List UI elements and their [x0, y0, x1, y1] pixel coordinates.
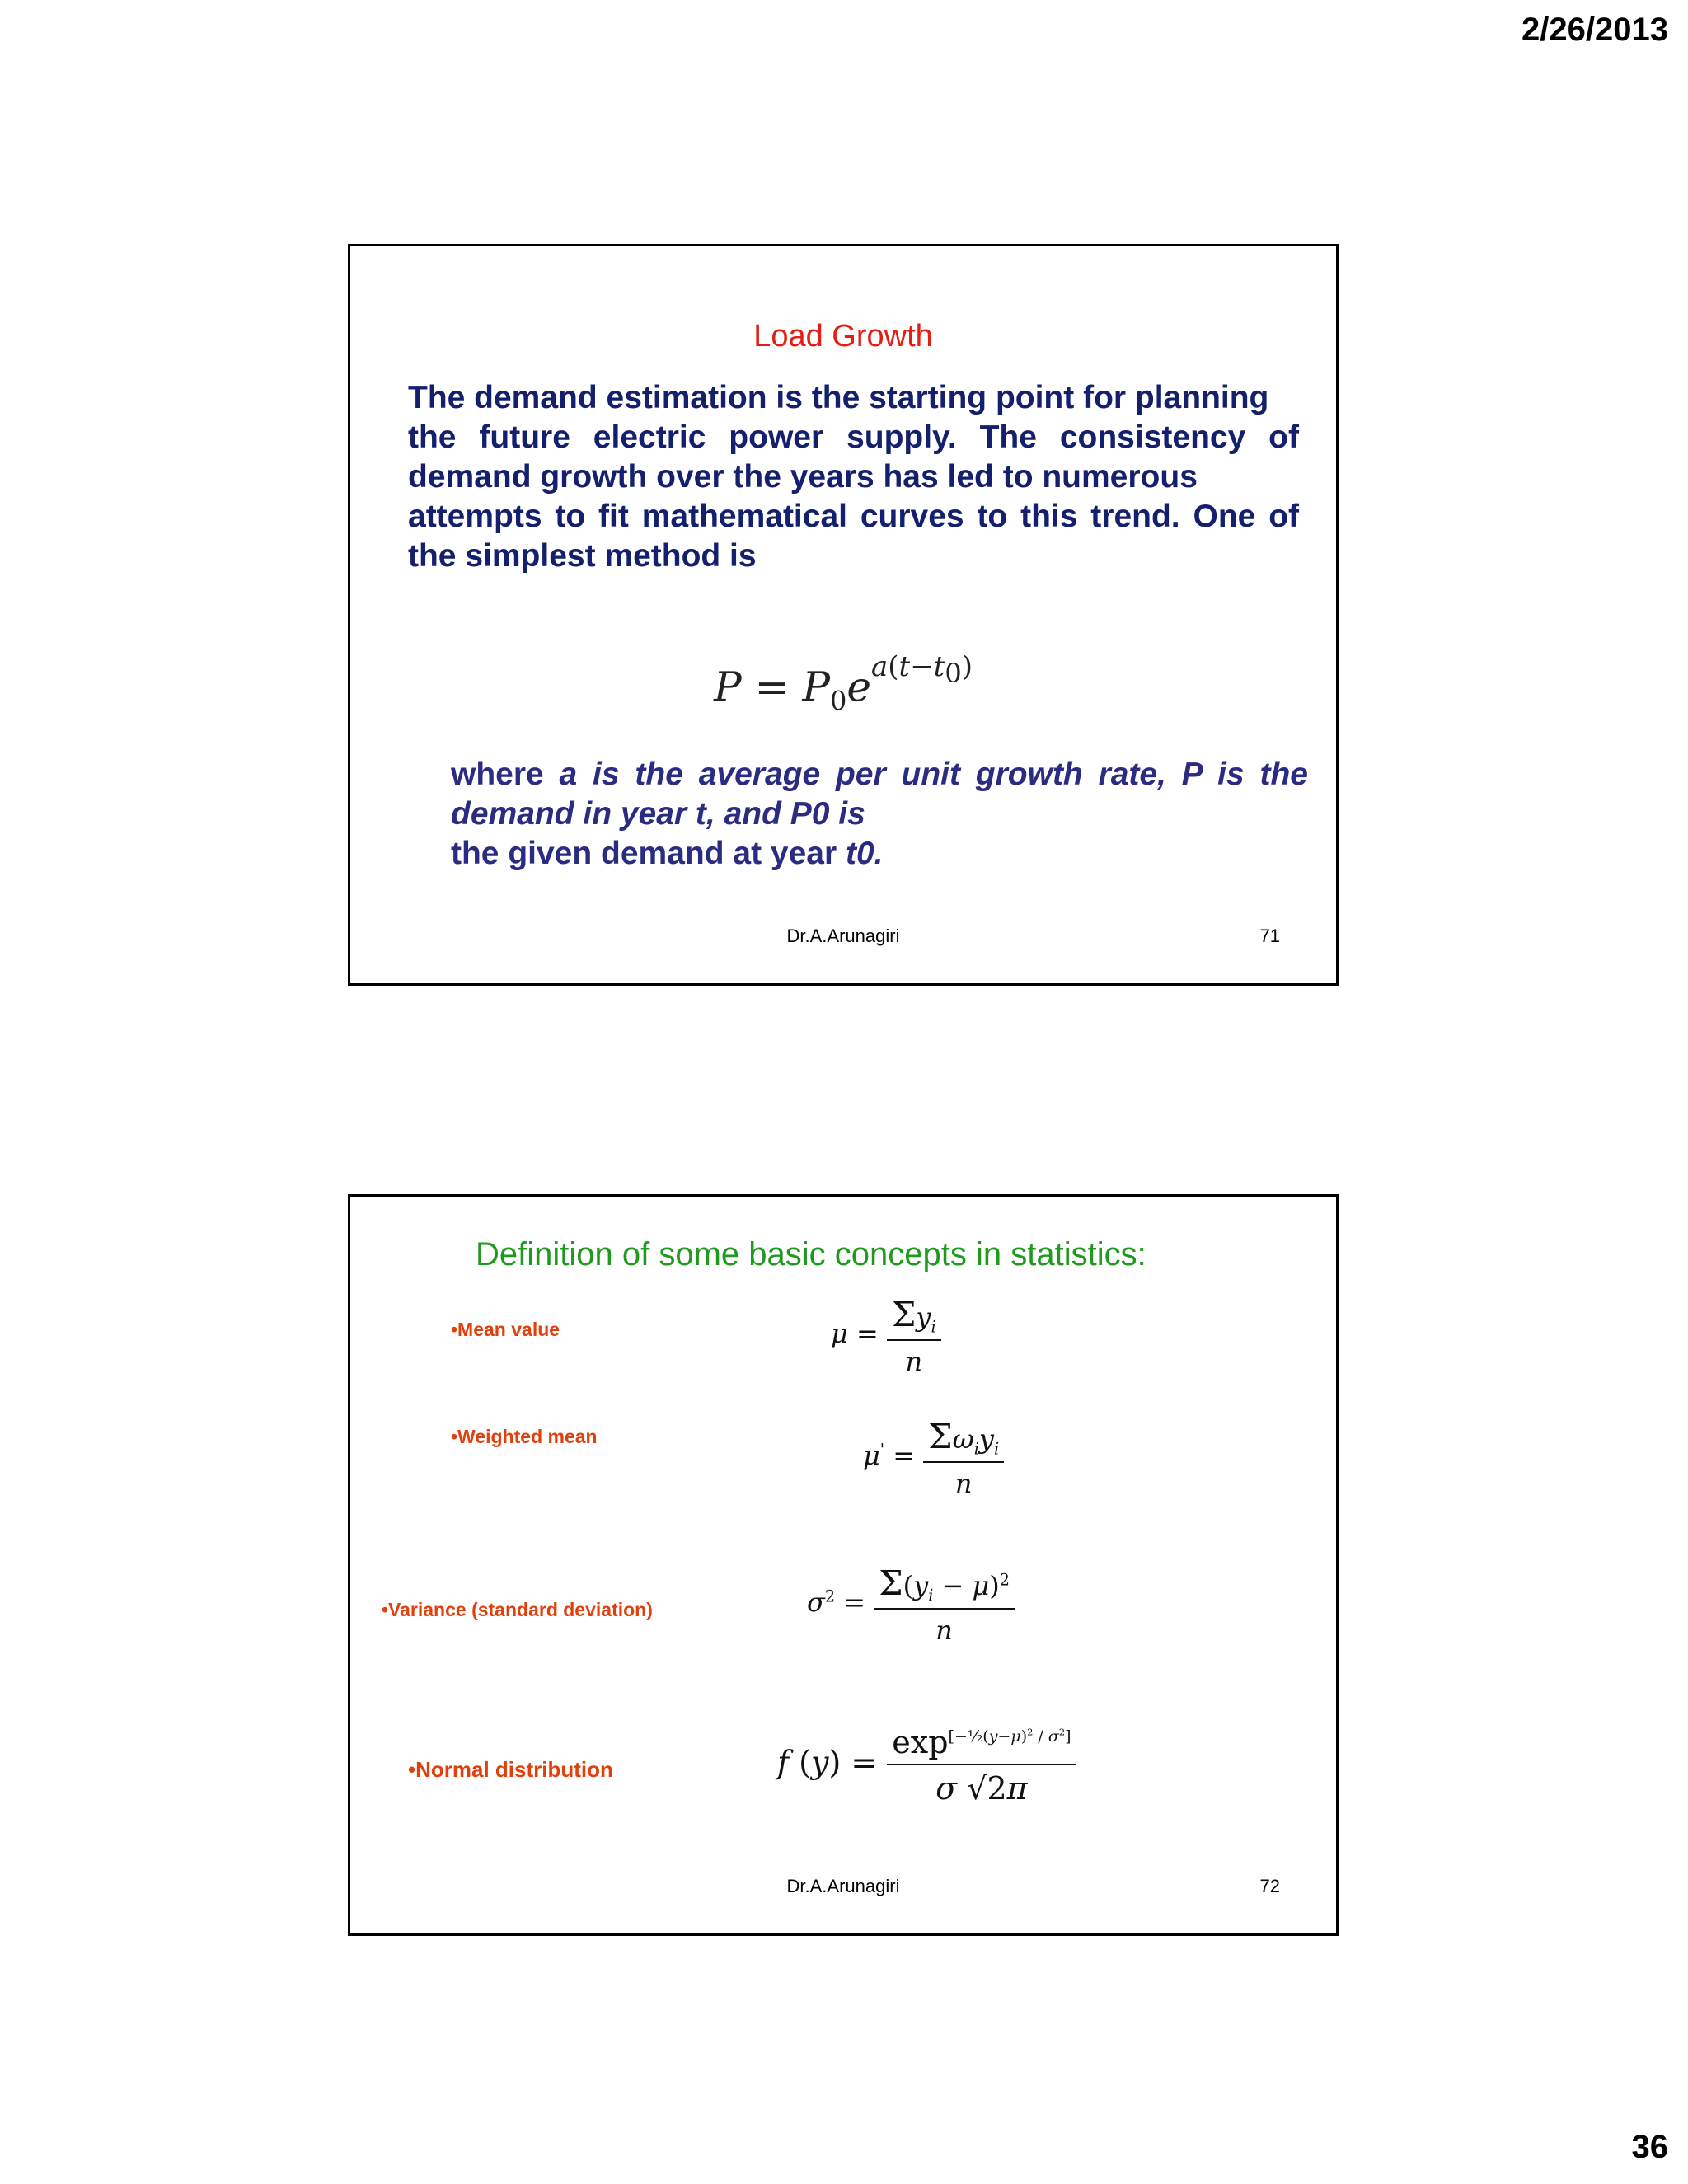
footer-author: Dr.A.Arunagiri: [786, 1876, 900, 1896]
footer-author: Dr.A.Arunagiri: [786, 926, 900, 946]
formula-variance: $\sigma^2$ = $\frac{\Sigma(y_i - \mu)^2}{n}$: [807, 1563, 1015, 1646]
where-line: [451, 794, 1308, 834]
slide-statistics: [348, 1194, 1339, 1936]
formula-weighted-mean: μ' = $\frac{\Sigma\omega_iy_i}{n}$: [863, 1416, 1004, 1499]
where-italic: demand in year t, and P0 is: [451, 796, 865, 832]
slide-title: Definition of some basic concepts in statistics:: [476, 1236, 1146, 1272]
slide-number: 72: [1259, 1876, 1280, 1896]
intro-paragraph: [408, 378, 1299, 576]
formula-mean: μ = $\frac{\Sigma y_i}{n}$: [831, 1294, 941, 1377]
where-text: the given demand at year: [451, 836, 846, 871]
where-line: [451, 755, 1308, 794]
growth-equation: $P = P_0e^{a(t-t_0)}$: [714, 650, 973, 717]
bullet-variance: •Variance (standard deviation): [382, 1599, 653, 1620]
where-italic: a is the average per unit growth rate, P is the: [559, 757, 1308, 792]
formula-normal-distribution: f (y) = $\frac{\exp^{[-\frac{1}{2}(y-\mu)^2 / \sigma^2]}}{\sigma √2\pi}$: [777, 1724, 1076, 1807]
slide-title: Load Growth: [753, 319, 933, 354]
intro-line: The demand estimation is the starting point for planning: [408, 380, 1269, 415]
bullet-mean-value: •Mean value: [451, 1319, 560, 1340]
page-number: 36: [1631, 2129, 1668, 2165]
where-text: where: [451, 757, 560, 792]
bullet-weighted-mean: •Weighted mean: [451, 1426, 598, 1447]
where-italic: t0.: [846, 836, 884, 871]
intro-line: the future electric power supply. The consistency of: [408, 419, 1299, 455]
where-line: [451, 834, 1308, 874]
slide-load-growth: [348, 244, 1339, 986]
where-paragraph: [451, 755, 1308, 874]
intro-line: the simplest method is: [408, 538, 757, 574]
intro-line: attempts to fit mathematical curves to this trend. One of: [408, 499, 1299, 534]
page-date: 2/26/2013: [1522, 12, 1668, 48]
slide-number: 71: [1259, 926, 1280, 946]
intro-line: demand growth over the years has led to numerous: [408, 459, 1198, 494]
bullet-normal-distribution: •Normal distribution: [408, 1757, 613, 1782]
